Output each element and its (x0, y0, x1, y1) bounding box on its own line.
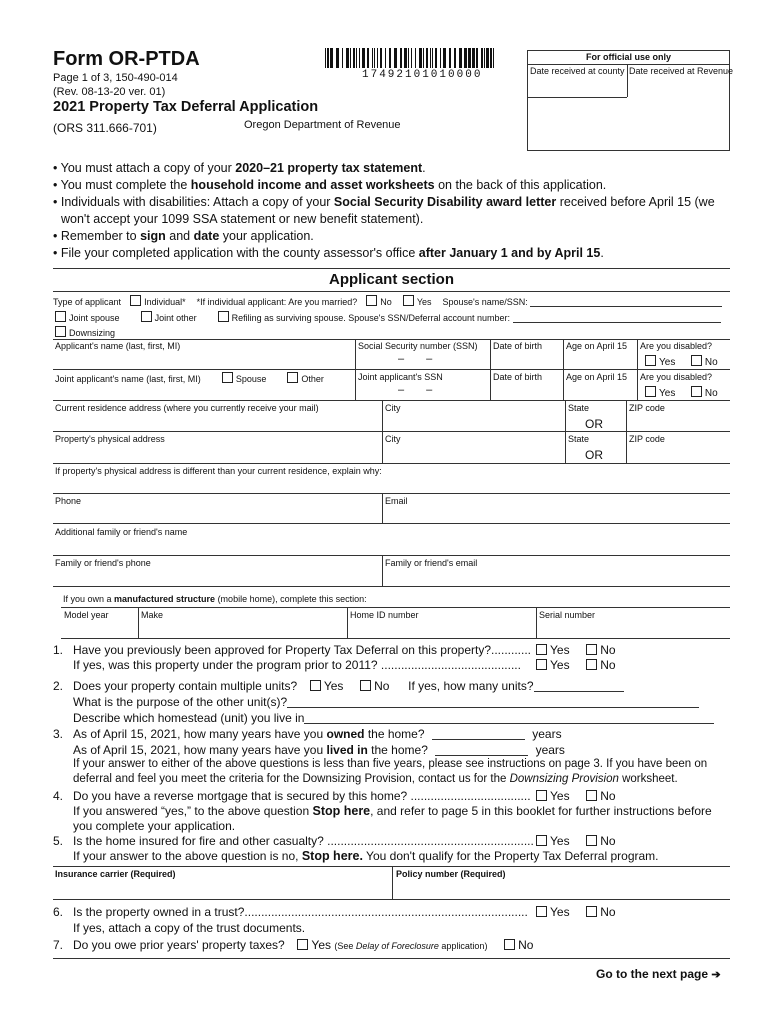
q7-yes-checkbox[interactable] (297, 939, 308, 950)
years-lived-field[interactable] (435, 755, 528, 756)
joint-age-label: Age on April 15 (566, 372, 628, 382)
q3-number: 3. (53, 727, 64, 741)
family-name-label: Additional family or friend's name (55, 527, 188, 537)
joint-ssn-dashes: – – (398, 384, 433, 396)
barcode-number: 17492101010000 (362, 69, 483, 81)
joint-disabled-no-checkbox[interactable] (691, 386, 702, 397)
insurance-carrier-label: Insurance carrier (Required) (55, 869, 176, 879)
q6-yes-checkbox[interactable] (536, 906, 547, 917)
q7-note: (See Delay of Foreclosure application) (334, 941, 488, 951)
family-email-label: Family or friend's email (385, 558, 478, 568)
disabled-label: Are you disabled? (640, 341, 713, 351)
bullet-5: • File your completed application with the county assessor's office after January 1 and by April 15. (53, 246, 604, 260)
policy-number-label: Policy number (Required) (396, 869, 506, 879)
email-label: Email (385, 496, 408, 506)
phone-label: Phone (55, 496, 82, 506)
other-label: Other (301, 374, 324, 384)
document-title: 2021 Property Tax Deferral Application (53, 99, 319, 115)
next-page-label: Go to the next page (596, 967, 709, 981)
q5b-text: If your answer to the above question is no, Stop here. You don't qualify for the Property Tax Deferral program. (73, 849, 659, 863)
q4b-text: If you answered “yes,” to the above question Stop here, and refer to page 5 in this booklet for further instructions before (73, 804, 712, 818)
current-state-value: OR (585, 417, 603, 431)
married-question: *If individual applicant: Are you married? (196, 297, 358, 307)
married-no-checkbox[interactable] (366, 295, 377, 306)
q1a-yes-checkbox[interactable] (536, 644, 547, 655)
joint-name-label-row (55, 372, 324, 384)
joint-applicant-row (55, 311, 721, 323)
explain-label: If property's physical address is different than your current residence, explain why: (55, 466, 382, 476)
individual-checkbox[interactable] (130, 295, 141, 306)
ors-reference: (ORS 311.666-701) (53, 121, 157, 135)
age-label: Age on April 15 (566, 341, 628, 351)
married-yes-label: Yes (416, 297, 432, 307)
q4c-text: you complete your application. (73, 819, 236, 833)
physical-address-label: Property's physical address (55, 434, 165, 444)
joint-name-label: Joint applicant's name (last, first, MI) (55, 374, 201, 384)
q6b-text: If yes, attach a copy of the trust documents. (73, 921, 306, 935)
joint-spouse-label: Joint spouse (69, 313, 120, 323)
make-label: Make (141, 610, 164, 620)
model-year-label: Model year (64, 610, 109, 620)
q4-number: 4. (53, 789, 64, 803)
refiling-label: Refiling as surviving spouse. Spouse's SSN/Deferral account number: (231, 313, 510, 323)
department-name: Oregon Department of Revenue (244, 119, 401, 131)
joint-spouse-relation-checkbox[interactable] (222, 372, 233, 383)
date-received-county-label: Date received at county (530, 66, 625, 76)
q7-number: 7. (53, 938, 64, 952)
physical-state-value: OR (585, 448, 603, 462)
q2c-row: Describe which homestead (unit) you live in (73, 711, 714, 725)
applicant-name-label: Applicant's name (last, first, MI) (55, 341, 181, 351)
married-yes-checkbox[interactable] (403, 295, 414, 306)
current-address-label: Current residence address (where you currently receive your mail) (55, 403, 319, 413)
physical-state-label: State (568, 434, 590, 444)
disabled-yes-checkbox[interactable] (645, 355, 656, 366)
q2-number: 2. (53, 679, 64, 693)
ssn-label: Social Security number (SSN) (358, 341, 478, 351)
q5-number: 5. (53, 834, 64, 848)
downsizing-label: Downsizing (69, 328, 116, 338)
q1-number: 1. (53, 643, 64, 657)
bullet-3-cont: won't accept your 1099 SSA statement or new benefit statement). (61, 212, 424, 226)
downsizing-row (55, 326, 115, 338)
disabled-options: Yes No (645, 355, 718, 368)
next-page-link[interactable] (596, 967, 721, 981)
current-city-label: City (385, 403, 401, 413)
q4-yes-checkbox[interactable] (536, 790, 547, 801)
joint-disabled-yes-checkbox[interactable] (645, 386, 656, 397)
joint-other-checkbox[interactable] (141, 311, 152, 322)
official-use-title: For official use only (585, 52, 671, 62)
q2-no-checkbox[interactable] (360, 680, 371, 691)
q3a-row: As of April 15, 2021, how many years have you owned the home? years (73, 727, 562, 741)
revision: (Rev. 08-13-20 ver. 01) (53, 86, 166, 98)
dob-label: Date of birth (493, 341, 543, 351)
years-owned-field[interactable] (432, 739, 525, 740)
joint-spouse-checkbox[interactable] (55, 311, 66, 322)
family-phone-label: Family or friend's phone (55, 558, 151, 568)
home-id-label: Home ID number (350, 610, 419, 620)
q5-options: Yes No (536, 834, 616, 848)
q1b-yes-checkbox[interactable] (536, 659, 547, 670)
instruction-bullets (53, 160, 753, 262)
other-units-purpose-field[interactable] (287, 707, 699, 708)
joint-disabled-label: Are you disabled? (640, 372, 713, 382)
joint-other-relation-checkbox[interactable] (287, 372, 298, 383)
q5-no-checkbox[interactable] (586, 835, 597, 846)
q1a-no-checkbox[interactable] (586, 644, 597, 655)
q1b-no-checkbox[interactable] (586, 659, 597, 670)
bullet-1: • You must attach a copy of your 2020–21 property tax statement. (53, 161, 426, 175)
homestead-unit-field[interactable] (304, 723, 714, 724)
q5-yes-checkbox[interactable] (536, 835, 547, 846)
joint-disabled-options: Yes No (645, 386, 718, 399)
bullet-2: • You must complete the household income and asset worksheets on the back of this application. (53, 178, 607, 192)
serial-number-label: Serial number (539, 610, 596, 620)
married-no-label: No (380, 297, 392, 307)
joint-dob-label: Date of birth (493, 372, 543, 382)
q3c-text: If your answer to either of the above questions is less than five years, please see instructions on page 3. If you have been on (73, 758, 708, 770)
barcode (325, 48, 497, 68)
q7-no-checkbox[interactable] (504, 939, 515, 950)
individual-label: Individual* (144, 297, 186, 307)
q6a-text: Is the property owned in a trust?..................................................................................... (73, 905, 528, 919)
q7-row: Do you owe prior years' property taxes? Yes (See Delay of Foreclosure application) No (73, 938, 534, 952)
q6-no-checkbox[interactable] (586, 906, 597, 917)
spouse-ssn-field[interactable] (530, 306, 722, 307)
disabled-no-checkbox[interactable] (691, 355, 702, 366)
refiling-checkbox[interactable] (218, 311, 229, 322)
q1a-options: Yes No (536, 643, 616, 657)
q2a-row: Does your property contain multiple units? Yes No If yes, how many units? (73, 679, 624, 693)
q1a-text: Have you previously been approved for Property Tax Deferral on this property?............ (73, 643, 532, 657)
q4a-text: Do you have a reverse mortgage that is secured by this home? .................................... (73, 789, 531, 803)
type-of-applicant-label: Type of applicant (53, 297, 122, 307)
q1b-text: If yes, was this property under the program prior to 2011? .......................................... (73, 658, 521, 672)
current-zip-label: ZIP code (629, 403, 665, 413)
units-count-field[interactable] (534, 691, 624, 692)
downsizing-checkbox[interactable] (55, 326, 66, 337)
q6-number: 6. (53, 905, 64, 919)
deferral-account-field[interactable] (513, 322, 721, 323)
joint-other-label: Joint other (154, 313, 197, 323)
spouse-ssn-label: Spouse's name/SSN: (442, 297, 528, 307)
spouse-label: Spouse (235, 374, 267, 384)
physical-zip-label: ZIP code (629, 434, 665, 444)
applicant-section-title: Applicant section (328, 271, 455, 288)
page-info: Page 1 of 3, 150-490-014 (53, 72, 178, 84)
q5a-text: Is the home insured for fire and other casualty? .............................................................. (73, 834, 534, 848)
form-title: Form OR-PTDA (53, 48, 200, 70)
current-state-label: State (568, 403, 590, 413)
q2-yes-checkbox[interactable] (310, 680, 321, 691)
q2b-row: What is the purpose of the other unit(s)? (73, 695, 699, 709)
manufactured-intro: If you own a manufactured structure (mobile home), complete this section: (63, 594, 367, 604)
bullet-4: • Remember to sign and date your application. (53, 229, 314, 243)
bullet-3: • Individuals with disabilities: Attach a copy of your Social Security Disability award letter received before April 15 (we (53, 195, 715, 209)
date-received-revenue-label: Date received at Revenue (629, 66, 734, 76)
q3b-row: As of April 15, 2021, how many years have you lived in the home? years (73, 743, 565, 757)
q1b-options: Yes No (536, 658, 616, 672)
q4-no-checkbox[interactable] (586, 790, 597, 801)
q3d-text: deferral and feel you meet the criteria for the Downsizing Provision, contact us for the Downsizing Provision worksheet. (73, 773, 678, 785)
joint-ssn-label: Joint applicant's SSN (358, 372, 443, 382)
q6-options: Yes No (536, 905, 616, 919)
ssn-dashes: – – (398, 353, 433, 365)
q4-options: Yes No (536, 789, 616, 803)
physical-city-label: City (385, 434, 401, 444)
type-of-applicant-row (53, 295, 722, 307)
arrow-right-icon: ➔ (711, 969, 721, 981)
